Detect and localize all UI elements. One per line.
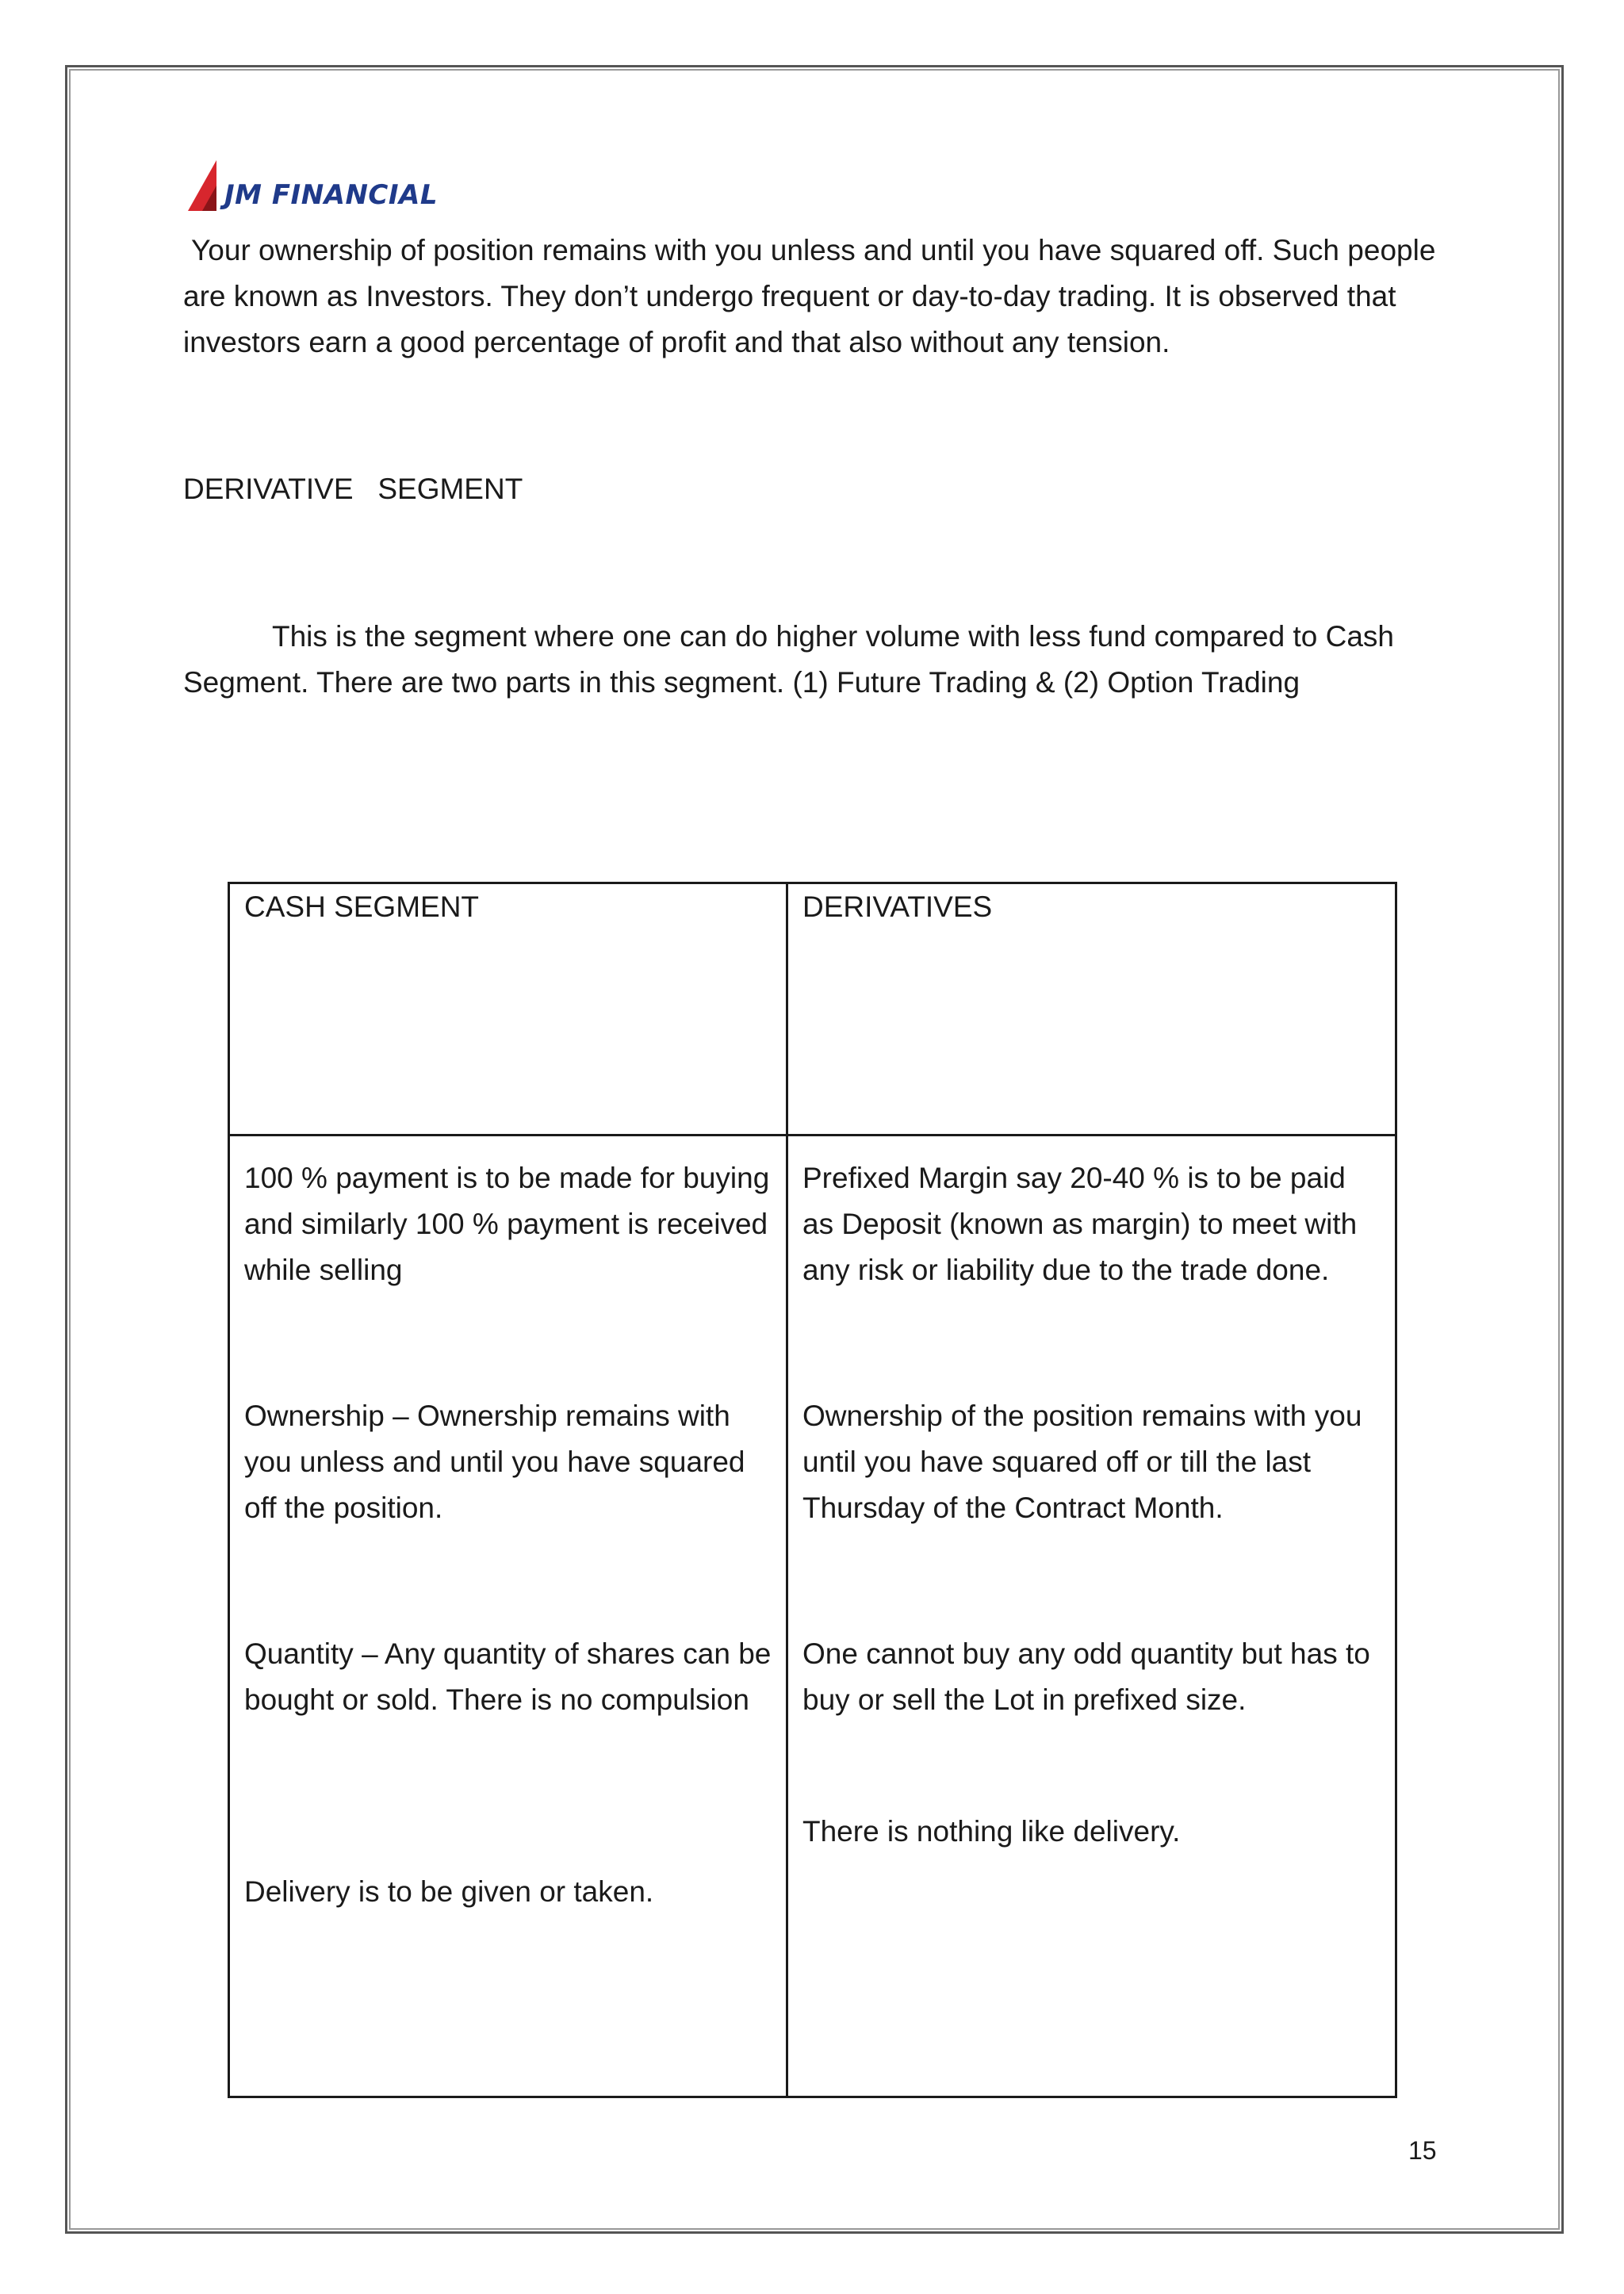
header-derivatives: DERIVATIVES bbox=[787, 883, 1396, 1136]
derivatives-point-margin: Prefixed Margin say 20-40 % is to be paid as Deposit (known as margin) to meet with any risk or liability due to the trade done. bbox=[802, 1162, 1358, 1286]
cash-segment-cell bbox=[229, 1136, 787, 2097]
logo-text: JM FINANCIAL bbox=[224, 179, 439, 211]
derivatives-point-ownership: Ownership of the position remains with you until you have squared off or till the last Thursday of the Contract Month. bbox=[802, 1400, 1362, 1524]
cash-point-ownership: Ownership – Ownership remains with you unless and until you have squared off the position. bbox=[244, 1400, 745, 1524]
jm-financial-logo bbox=[185, 157, 438, 213]
table-body-row bbox=[229, 1136, 1396, 2097]
header-cash-segment: CASH SEGMENT bbox=[229, 883, 787, 1136]
derivatives-point-delivery: There is nothing like delivery. bbox=[802, 1815, 1181, 1848]
table-header-row bbox=[229, 883, 1396, 1136]
cash-point-quantity: Quantity – Any quantity of shares can be bought or sold. There is no compulsion bbox=[244, 1637, 772, 1716]
sail-logo-icon bbox=[185, 159, 220, 213]
cash-point-payment: 100 % payment is to be made for buying and similarly 100 % payment is received while selling bbox=[244, 1162, 770, 1286]
derivatives-cell bbox=[787, 1136, 1396, 2097]
section-heading: DERIVATIVE SEGMENT bbox=[183, 473, 523, 505]
derivatives-point-lot-size: One cannot buy any odd quantity but has to buy or sell the Lot in prefixed size. bbox=[802, 1637, 1370, 1716]
cash-point-delivery: Delivery is to be given or taken. bbox=[244, 1875, 654, 1908]
page-number: 15 bbox=[1408, 2136, 1437, 2165]
comparison-table bbox=[228, 882, 1397, 2098]
intro-paragraph: Your ownership of position remains with you unless and until you have squared off. Such people are known as Investors. They don’t undergo frequent or day-to-day trading. It is observed that investors earn a good percentage of profit and that also without any tension. bbox=[183, 234, 1436, 358]
section-paragraph: This is the segment where one can do higher volume with less fund compared to Cash Segment. There are two parts in this segment. (1) Future Trading & (2) Option Trading bbox=[183, 620, 1394, 699]
